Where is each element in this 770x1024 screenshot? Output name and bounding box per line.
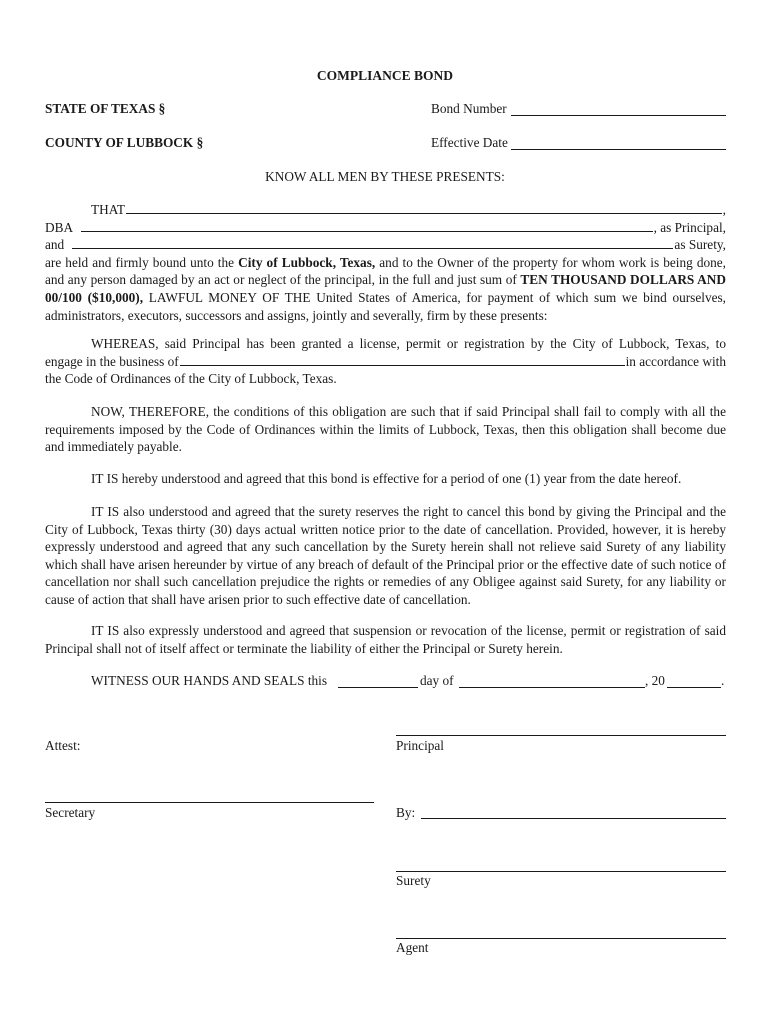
parties-body: are held and firmly bound unto the City of Lubbock, Texas, and to the Owner of the property for whom work is being done, and any person damaged by an act or neglect of the principal, in the full and just sum of TEN THOUSAND DOLLARS AND 00/100 ($10,000), LAWFUL MONEY OF THE United States of America, for payment of which sum we bind ourselves, administrators, executors, successors and assigns, jointly and severally, firm by these presents: [45,254,726,323]
engage-label: engage in the business of [45,353,179,369]
that-comma: , [722,202,726,217]
county-label: COUNTY OF LUBBOCK § [45,135,204,150]
principal-name-field[interactable] [126,201,722,214]
bond-number-field[interactable] [511,115,726,116]
agent-label: Agent [396,940,429,955]
whereas-end: the Code of Ordinances of the City of Lubbock, Texas. [45,371,337,387]
and-label: and [45,237,65,253]
witness-label: WITNESS OUR HANDS AND SEALS this [91,673,328,688]
now-therefore-paragraph: NOW, THEREFORE, the conditions of this obligation are such that if said Principal shall fail to comply with all the requirements imposed by the Code of Ordinances within the limits of Lubbock, Texas, then this obligation shall become due and immediately payable. [45,404,726,455]
whereas-line: WHEREAS, said Principal has been granted a license, permit or registration by the City of Lubbock, Texas, to [91,336,726,351]
surety-signature-line[interactable] [396,871,726,872]
surety-suffix: as Surety, [674,237,726,253]
dba-field[interactable] [81,219,653,232]
surety-label: Surety [396,873,431,888]
whereas-paragraph [45,335,726,388]
secretary-label: Secretary [45,805,96,820]
document-title: COMPLIANCE BOND [316,68,454,83]
by-label: By: [396,805,416,820]
dba-label: DBA [45,219,74,235]
principal-signature-line[interactable] [396,735,726,736]
cancellation-paragraph: IT IS also understood and agreed that the surety reserves the right to cancel this bond by giving the Principal and the City of Lubbock, Texas thirty (30) days actual written notice prior to the date of cancellation. Provided, however, it is hereby expressly understood and agreed that any such cancellation by the Surety herein shall not relieve said Surety of any liability which shall have arisen hereunder by virtue of any breach of default of the Principal prior or the effective date of such notice of cancellation nor shall such cancellation prejudice the rights or remedies of any Obligee against said Surety, for any liability or cause of action that shall have arisen prior to such effective date of cancellation. [45,504,726,607]
effective-date-label: Effective Date [431,135,508,150]
witness-year-field[interactable] [667,687,721,688]
attest-label: Attest: [45,738,81,753]
surety-name-field[interactable] [72,236,673,249]
that-label: THAT [91,202,125,217]
bond-number-label: Bond Number [431,101,507,116]
principal-label: Principal [396,738,445,753]
by-signature-line[interactable] [421,818,726,819]
state-label: STATE OF TEXAS § [45,101,166,116]
effective-date-field[interactable] [511,149,726,150]
parties-paragraph [45,201,726,324]
secretary-signature-line[interactable] [45,802,374,803]
effective-period-paragraph: IT IS hereby understood and agreed that this bond is effective for a period of one (1) year from the date hereof. [91,471,682,486]
know-all-heading: KNOW ALL MEN BY THESE PRESENTS: [265,169,505,184]
year-prefix: , 20 [645,673,665,688]
witness-month-field[interactable] [459,687,645,688]
agent-signature-line[interactable] [396,938,726,939]
business-field[interactable] [180,353,625,366]
witness-period: . [721,673,725,688]
principal-suffix: , as Principal, [653,219,726,235]
accordance-label: in accordance with [625,353,726,369]
day-of-label: day of [420,673,454,688]
suspension-paragraph: IT IS also expressly understood and agreed that suspension or revocation of the license, permit or registration of said Principal shall not of itself affect or terminate the liability of either the Principal or Surety herein. [45,623,726,656]
witness-day-field[interactable] [338,687,418,688]
